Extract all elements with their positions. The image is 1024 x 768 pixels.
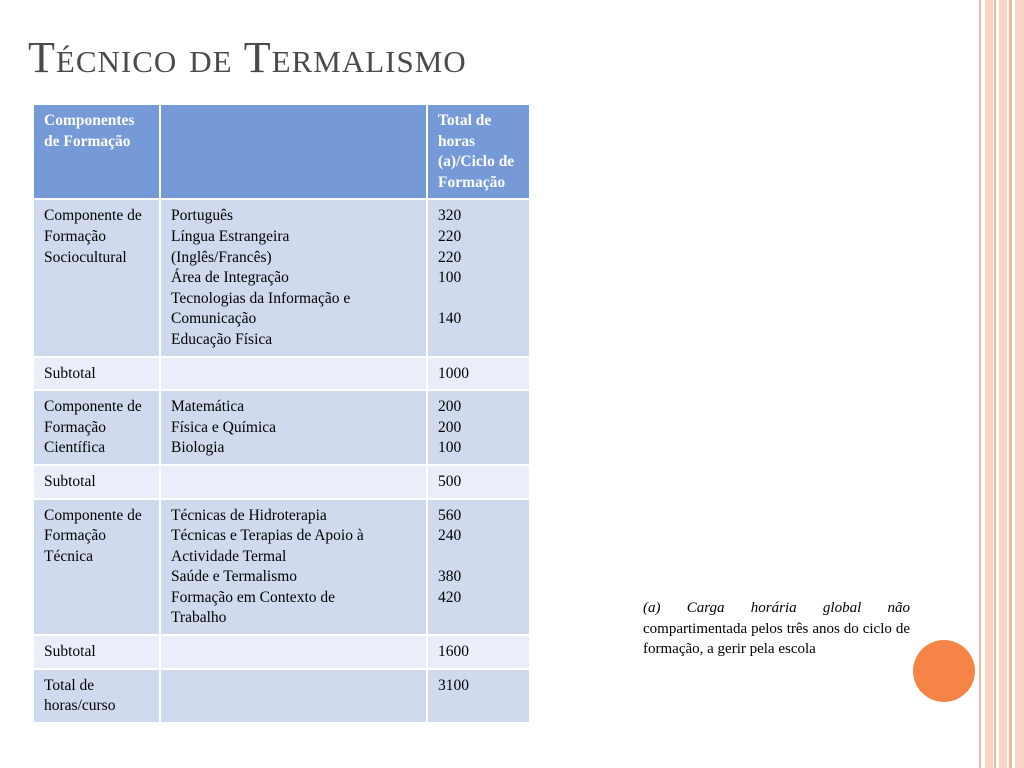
table-row bbox=[33, 635, 530, 669]
hours-item: 100 bbox=[438, 439, 462, 457]
table-header-row bbox=[33, 104, 530, 199]
decor-stripe bbox=[1009, 0, 1012, 768]
subtotal-label: Subtotal bbox=[33, 465, 160, 499]
footnote-text: compartimentada pelos três anos do ciclo de formação, a gerir pela escola bbox=[643, 620, 910, 658]
subject-item: Comunicação bbox=[171, 310, 257, 328]
table-row bbox=[33, 499, 530, 636]
total-hours: 3100 bbox=[427, 669, 530, 723]
header-blank bbox=[160, 104, 427, 199]
footnote-italic: (a) Carga horária global não bbox=[643, 600, 910, 616]
slide-title: Técnico de Termalismo bbox=[28, 33, 467, 82]
hours-item: 100 bbox=[438, 269, 462, 287]
subject-item: Técnicas de Hidroterapia bbox=[171, 506, 327, 524]
footnote bbox=[643, 598, 910, 660]
subject-item: Português bbox=[171, 207, 233, 225]
component-label: Componente de Formação Científica bbox=[33, 390, 160, 465]
hours-item: 220 bbox=[438, 227, 462, 245]
subtotal-hours: 500 bbox=[427, 465, 530, 499]
decor-stripe bbox=[999, 0, 1007, 768]
hours-item: 200 bbox=[438, 418, 462, 436]
hours-list bbox=[427, 390, 530, 465]
table-row bbox=[33, 390, 530, 465]
subject-item: Física e Química bbox=[171, 418, 277, 436]
subject-list bbox=[160, 499, 427, 636]
total-label: Total de horas/curso bbox=[33, 669, 160, 723]
subtotal-label: Subtotal bbox=[33, 635, 160, 669]
component-label: Componente de Formação Técnica bbox=[33, 499, 160, 636]
hours-item: 560 bbox=[438, 506, 462, 524]
hours-item: 140 bbox=[438, 310, 462, 328]
subject-item: Formação em Contexto de bbox=[171, 588, 335, 606]
table-row bbox=[33, 199, 530, 356]
subtotal-hours: 1000 bbox=[427, 357, 530, 391]
empty-cell bbox=[160, 465, 427, 499]
hours-item bbox=[438, 289, 519, 310]
decor-stripe bbox=[994, 0, 996, 768]
subject-item: Actividade Termal bbox=[171, 547, 287, 565]
table-row bbox=[33, 357, 530, 391]
subject-item: Trabalho bbox=[171, 609, 227, 627]
decor-stripe bbox=[985, 0, 993, 768]
subtotal-hours: 1600 bbox=[427, 635, 530, 669]
subject-item: Biologia bbox=[171, 439, 225, 457]
subject-list bbox=[160, 199, 427, 356]
hours-item: 320 bbox=[438, 207, 462, 225]
hours-item: 420 bbox=[438, 588, 462, 606]
decor-stripe bbox=[1015, 0, 1024, 768]
component-label: Componente de Formação Sociocultural bbox=[33, 199, 160, 356]
header-total-horas: Total de horas (a)/Ciclo de Formação bbox=[427, 104, 530, 199]
decor-circle bbox=[913, 640, 975, 702]
subtotal-label: Subtotal bbox=[33, 357, 160, 391]
empty-cell bbox=[160, 635, 427, 669]
subject-item: Técnicas e Terapias de Apoio à bbox=[171, 527, 364, 545]
hours-item: 240 bbox=[438, 527, 462, 545]
hours-table bbox=[32, 103, 531, 724]
header-componentes: Componentes de Formação bbox=[33, 104, 160, 199]
subject-item: Matemática bbox=[171, 398, 245, 416]
hours-list bbox=[427, 199, 530, 356]
subject-item: Língua Estrangeira bbox=[171, 227, 290, 245]
subject-list bbox=[160, 390, 427, 465]
hours-item: 380 bbox=[438, 568, 462, 586]
hours-item bbox=[438, 547, 519, 568]
hours-item: 200 bbox=[438, 398, 462, 416]
subject-item: Área de Integração bbox=[171, 269, 289, 287]
hours-item: 220 bbox=[438, 248, 462, 266]
hours-list bbox=[427, 499, 530, 636]
subject-item: Tecnologias da Informação e bbox=[171, 289, 351, 307]
subject-item: Saúde e Termalismo bbox=[171, 568, 298, 586]
decor-stripe bbox=[979, 0, 981, 768]
empty-cell bbox=[160, 357, 427, 391]
table-row bbox=[33, 669, 530, 723]
subject-item: (Inglês/Francês) bbox=[171, 248, 272, 266]
empty-cell bbox=[160, 669, 427, 723]
table-row bbox=[33, 465, 530, 499]
subject-item: Educação Física bbox=[171, 330, 273, 348]
